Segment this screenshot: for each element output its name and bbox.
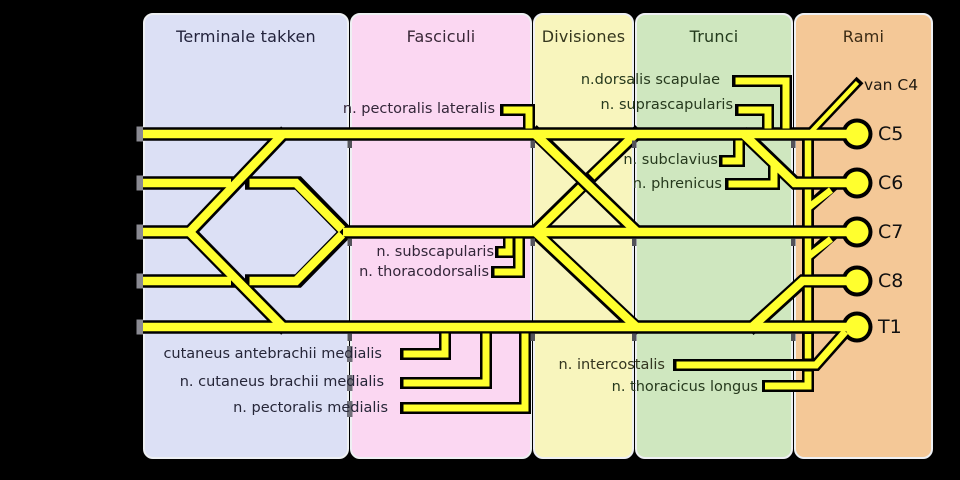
label-root-c6: C6	[878, 172, 904, 194]
header-divisiones: Divisiones	[541, 27, 626, 46]
header-terminale-takken: Terminale takken	[176, 27, 316, 46]
label-phrenicus: n. phrenicus	[632, 176, 722, 192]
root-node-t1	[846, 316, 869, 339]
label-subclavius: n. subclavius	[623, 152, 718, 168]
label-pectoralis-lateralis: n. pectoralis lateralis	[342, 101, 495, 117]
header-fasciculi: Fasciculi	[406, 27, 476, 46]
label-thoracicus-longus: n. thoracicus longus	[611, 379, 758, 395]
header-trunci: Trunci	[689, 27, 739, 46]
label-suprascapularis: n. suprascapularis	[600, 97, 733, 113]
label-root-c7: C7	[878, 221, 904, 243]
root-node-c7	[846, 221, 869, 244]
header-rami: Rami	[842, 27, 885, 46]
root-node-c8	[846, 270, 869, 293]
root-node-c5	[846, 123, 869, 146]
cut-marks	[137, 127, 144, 335]
label-van-c4: van C4	[864, 76, 919, 94]
label-thoracodorsalis: n. thoracodorsalis	[359, 264, 489, 280]
label-cutaneus-brachii-medialis: n. cutaneus brachii medialis	[179, 374, 384, 390]
label-root-c8: C8	[878, 270, 904, 292]
label-cutaneus-antebrachii-medialis: cutaneus antebrachii medialis	[163, 346, 382, 362]
label-subscapularis: n. subscapularis	[376, 244, 494, 260]
label-intercostalis: n. intercostalis	[558, 357, 665, 373]
label-root-c5: C5	[878, 123, 904, 145]
label-root-t1: T1	[878, 316, 902, 338]
label-dorsalis-scapulae: n.dorsalis scapulae	[580, 72, 720, 88]
label-pectoralis-medialis: n. pectoralis medialis	[233, 400, 388, 416]
root-node-c6	[846, 172, 869, 195]
